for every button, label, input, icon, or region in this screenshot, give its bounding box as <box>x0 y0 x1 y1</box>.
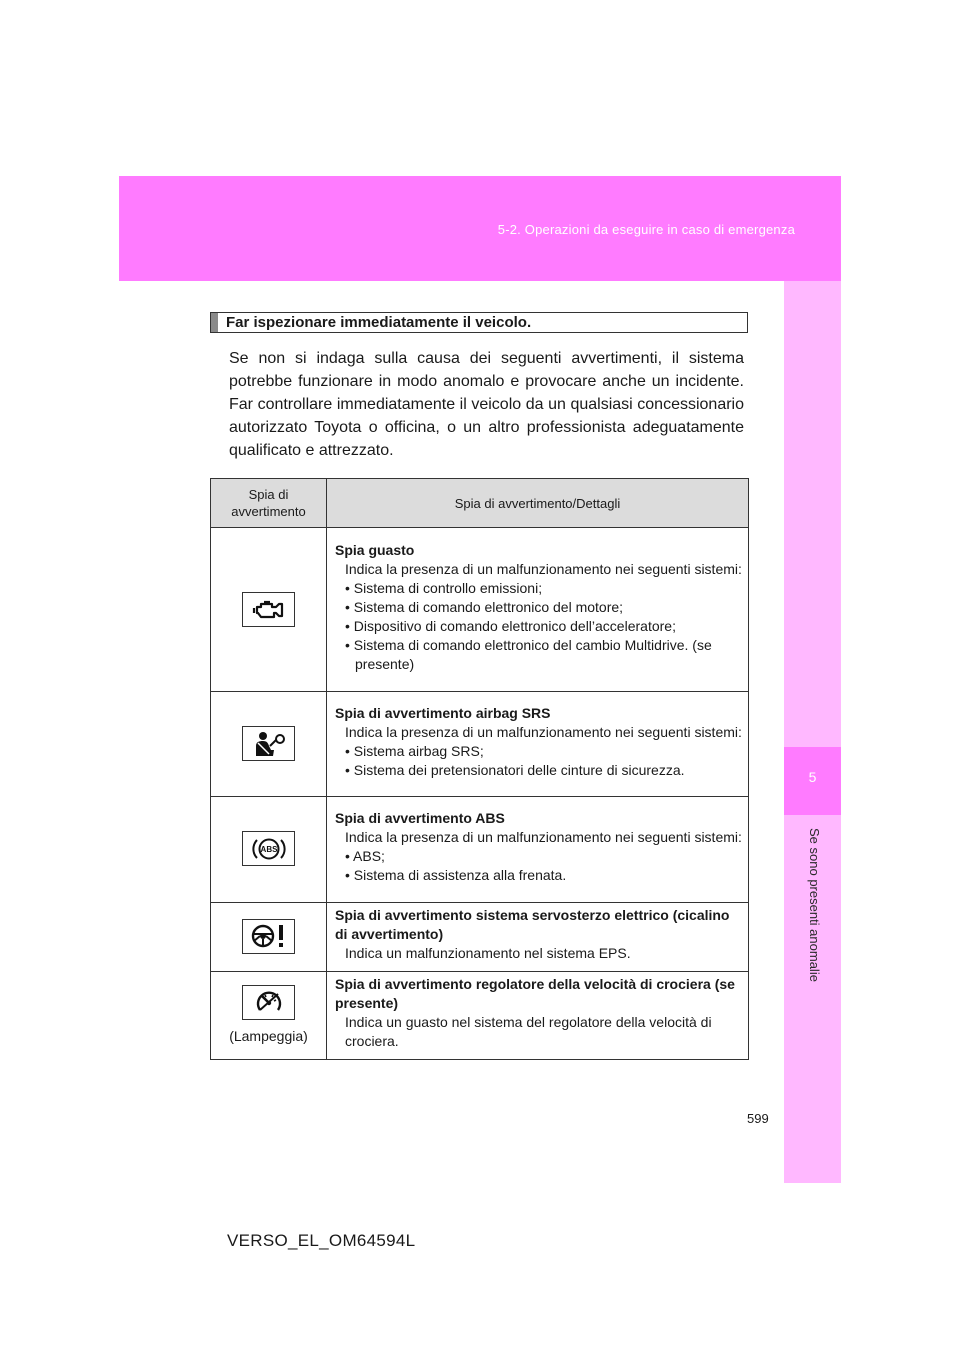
side-strip <box>784 281 841 1183</box>
lamp-title: Spia di avvertimento regolatore della velocità di crociera (se presente) <box>335 976 735 1011</box>
abs-icon <box>242 831 295 866</box>
lamp-cell <box>211 528 327 692</box>
details-cell <box>327 528 749 692</box>
intro-text: Se non si indaga sulla causa dei seguenti avvertimenti, il sistema potrebbe funzionare in modo anomalo e provocare anche un incidente. Far controllare immediatamente il veicolo da un qualsiasi concessionario autorizzato Toyota o officina, o un altro professionista adeguatamente qualificato e attrezzato. <box>229 350 744 459</box>
chapter-number: 5 <box>808 769 817 785</box>
bullet-item: • ABS; <box>345 848 385 864</box>
lamp-title: Spia di avvertimento airbag SRS <box>335 704 551 721</box>
warning-lamps-table <box>210 478 749 1060</box>
warning-bar <box>211 313 218 332</box>
lamp-cell <box>211 903 327 972</box>
bullet-item: • Sistema dei pretensionatori delle cinture di sicurezza. <box>345 761 685 778</box>
header-band <box>119 176 841 281</box>
lamp-cell <box>211 692 327 797</box>
lamp-description: Indica la presenza di un malfunzionamento nei seguenti sistemi: <box>345 560 742 577</box>
table-row <box>211 903 749 972</box>
bullet-item: • Sistema di controllo emissioni; <box>345 579 543 596</box>
lamp-description: Indica un malfunzionamento nel sistema EPS. <box>345 945 631 961</box>
bullet-item: • Dispositivo di comando elettronico dell’acceleratore; <box>345 617 676 634</box>
lamp-title: Spia guasto <box>335 541 415 558</box>
lamp-description: Indica la presenza di un malfunzionamento nei seguenti sistemi: <box>345 829 742 845</box>
chapter-label: Se sono presenti anomalie <box>807 828 822 982</box>
lamp-description: Indica la presenza di un malfunzionamento nei seguenti sistemi: <box>345 723 742 740</box>
details-cell <box>327 903 749 972</box>
cruise-control-icon <box>242 985 295 1020</box>
page-number: 599 <box>747 1111 769 1126</box>
table-row <box>211 972 749 1060</box>
warning-title: Far ispezionare immediatamente il veicolo. <box>226 314 532 331</box>
airbag-icon <box>242 726 295 761</box>
lamp-cell <box>211 797 327 903</box>
chapter-tab[interactable] <box>784 747 841 815</box>
details-cell <box>327 797 749 903</box>
bullet-item: • Sistema di assistenza alla frenata. <box>345 867 567 883</box>
bullet-item: • Sistema airbag SRS; <box>345 742 484 759</box>
details-cell <box>327 972 749 1060</box>
lamp-description: Indica un guasto nel sistema del regolatore della velocità di crociera. <box>345 1014 712 1049</box>
table-row <box>211 797 749 903</box>
details-cell <box>327 692 749 797</box>
lamp-title: Spia di avvertimento sistema servosterzo elettrico (cicalino di avvertimento) <box>335 907 730 942</box>
abs-icon-text: ABS <box>260 844 277 854</box>
table-header-details: Spia di avvertimento/Dettagli <box>327 479 749 528</box>
table-header-lamp: Spia di avvertimento <box>211 479 327 528</box>
table-row <box>211 692 749 797</box>
bullet-item: • Sistema di comando elettronico del cambio Multidrive. (se presente) <box>345 636 712 672</box>
warning-box <box>210 312 748 333</box>
bullet-item: • Sistema di comando elettronico del motore; <box>345 598 624 615</box>
lamp-title: Spia di avvertimento ABS <box>335 810 505 826</box>
flashing-caption: (Lampeggia) <box>229 1028 308 1045</box>
table-header-row <box>211 479 749 528</box>
section-title: 5-2. Operazioni da eseguire in caso di emergenza <box>497 222 795 237</box>
table-row <box>211 528 749 692</box>
document-code: VERSO_EL_OM64594L <box>227 1231 416 1250</box>
lamp-cell <box>211 972 327 1060</box>
engine-check-icon <box>242 592 295 627</box>
power-steering-warning-icon <box>242 919 295 954</box>
